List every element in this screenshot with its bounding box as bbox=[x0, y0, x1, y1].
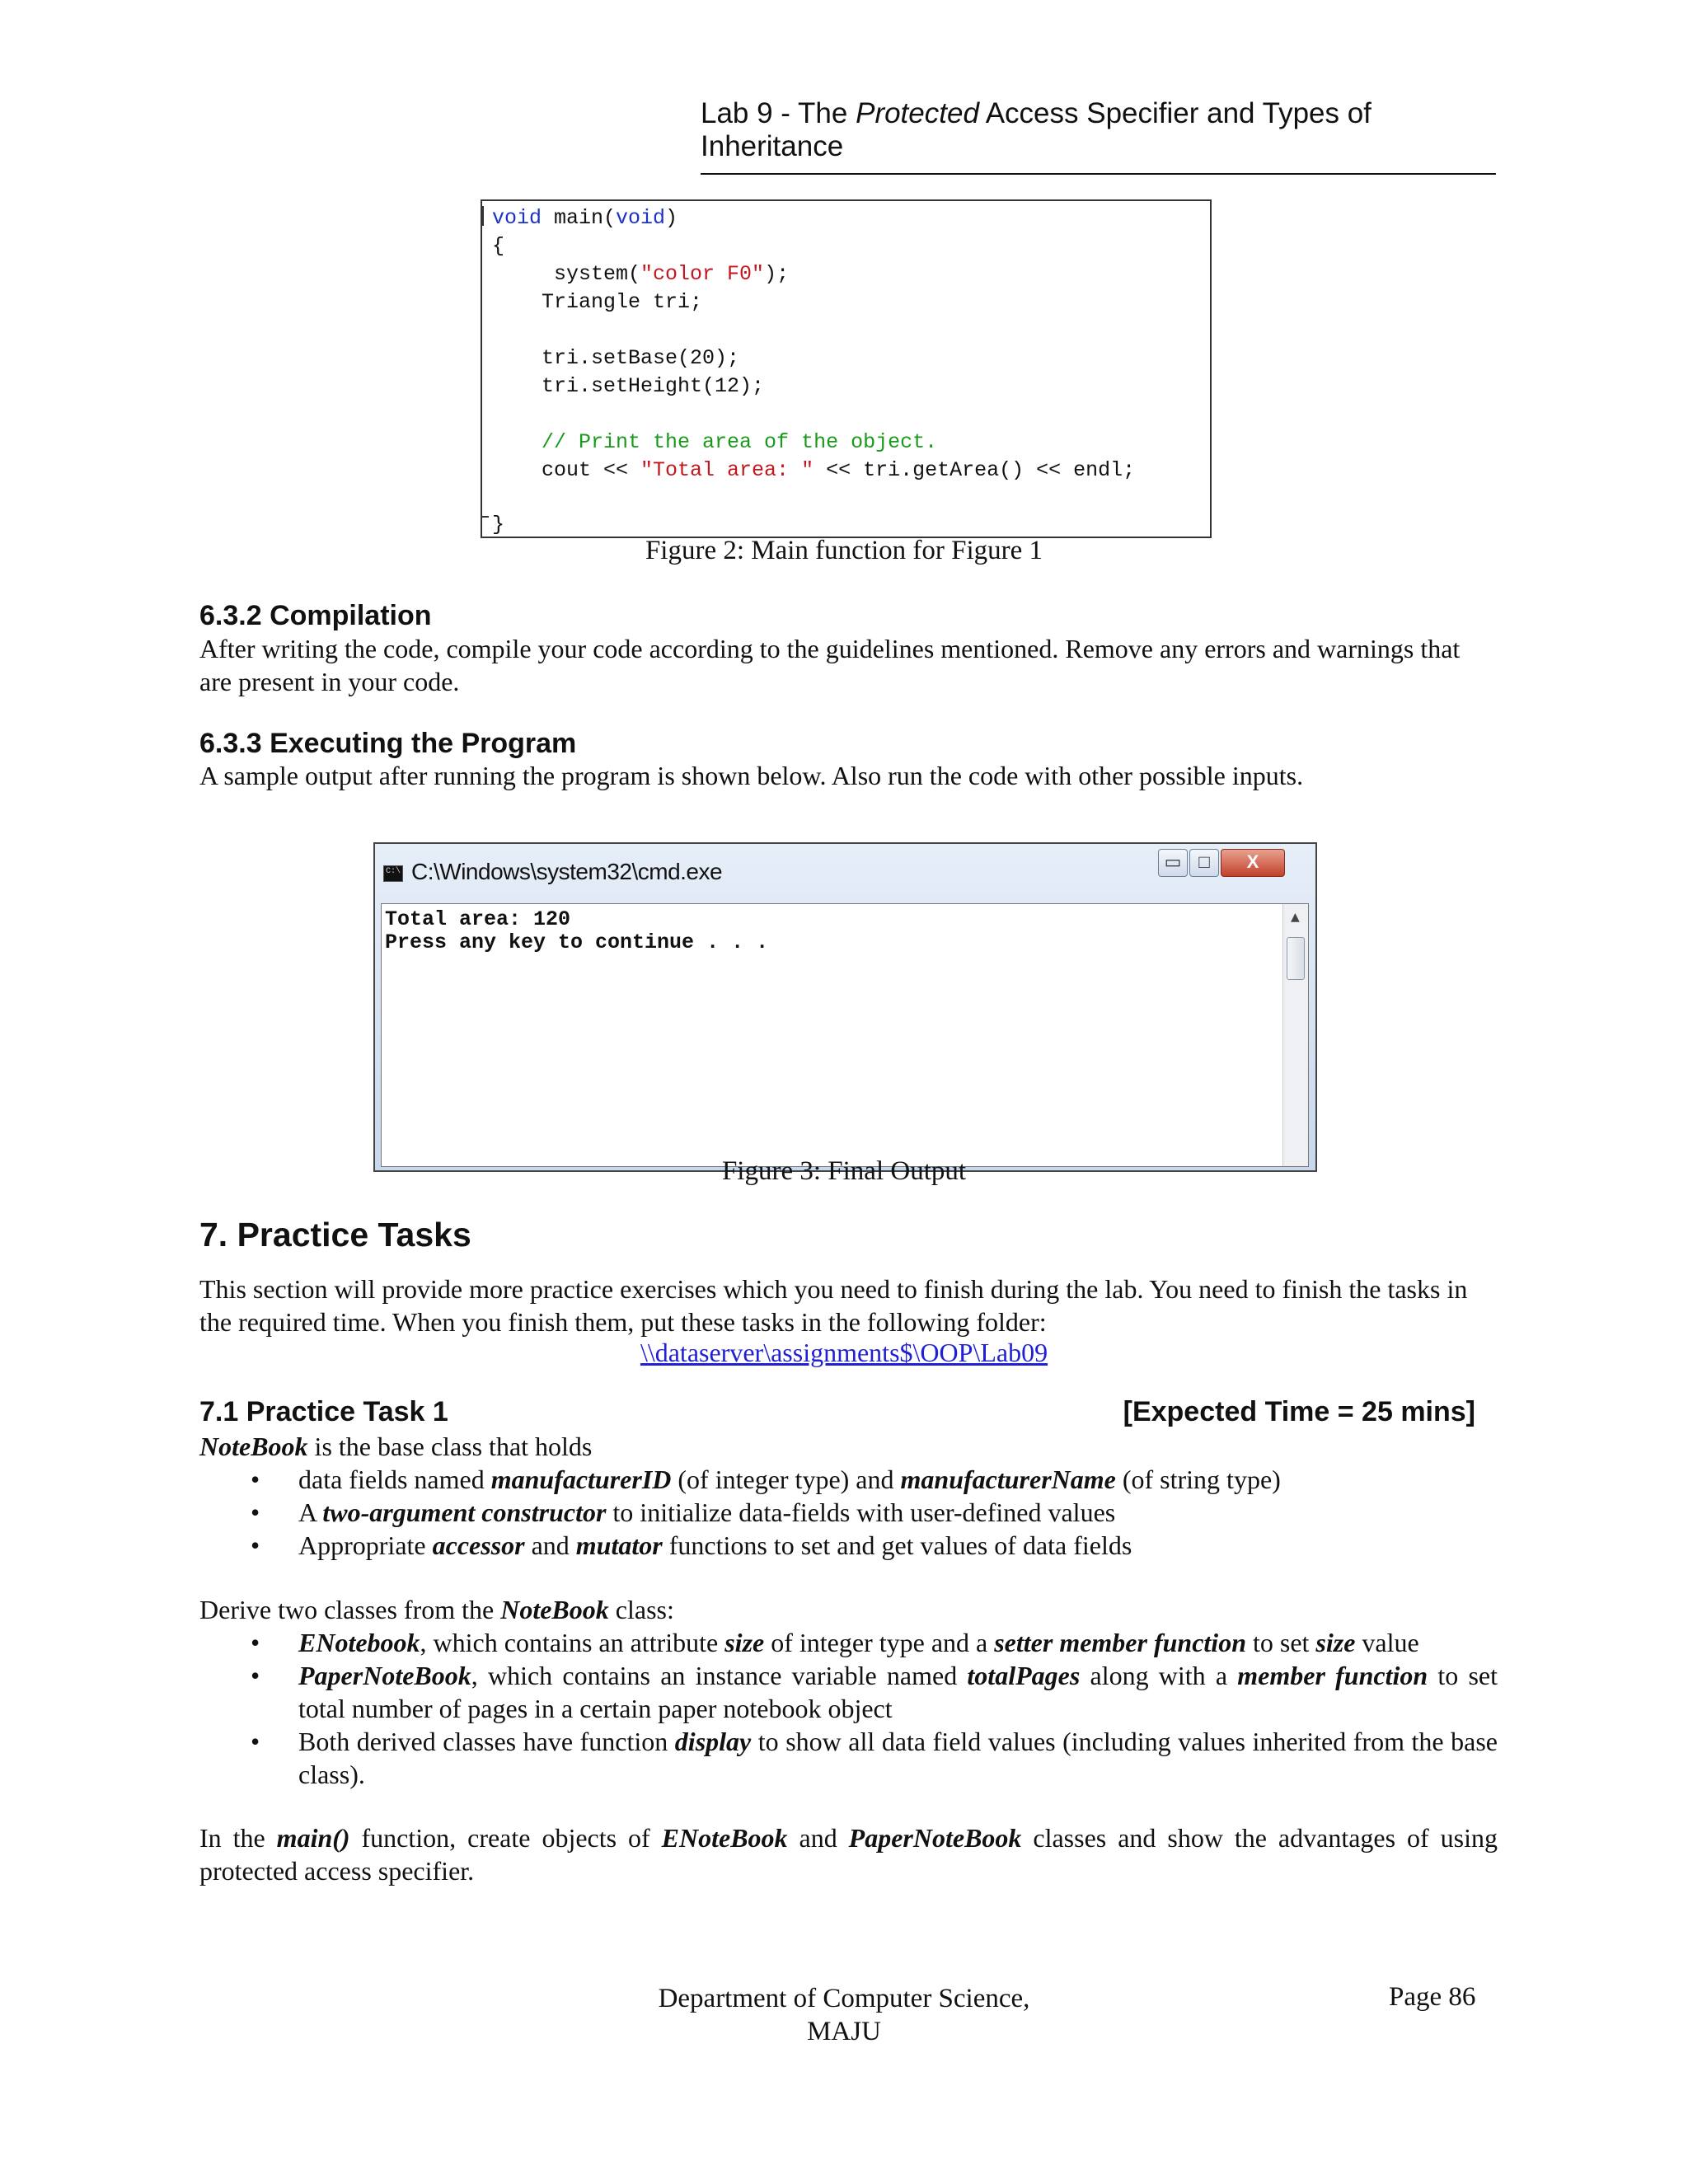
minimize-icon: ▭ bbox=[1164, 851, 1182, 872]
page-number: Page 86 bbox=[1389, 1982, 1476, 2012]
code-line: // Print the area of the object. bbox=[492, 430, 938, 454]
list-item: • A two-argument constructor to initialize data-fields with user-defined values bbox=[199, 1496, 1498, 1529]
notebook-intro-text: is the base class that holds bbox=[307, 1432, 593, 1461]
code-line: } bbox=[492, 513, 505, 537]
maximize-button[interactable] bbox=[1189, 849, 1219, 877]
compilation-paragraph: After writing the code, compile your code according to the guidelines mentioned. Remove any errors and warnings that are present in your code. bbox=[199, 634, 1461, 696]
practice-tasks-heading: 7. Practice Tasks bbox=[199, 1216, 471, 1254]
maximize-icon: □ bbox=[1198, 851, 1210, 872]
derive-intro bbox=[199, 1593, 1498, 1626]
code-line: Triangle tri; bbox=[492, 290, 703, 314]
footer-dept-line1: Department of Computer Science, bbox=[658, 1984, 1030, 2013]
console-window bbox=[373, 842, 1317, 1172]
code-figure bbox=[481, 199, 1212, 538]
expected-time: [Expected Time = 25 mins] bbox=[1123, 1396, 1475, 1427]
practice-intro-paragraph: This section will provide more practice exercises which you need to finish during the lab. You need to finish the tasks in the required time. When you finish them, put these tasks in the following folder: bbox=[199, 1274, 1468, 1337]
assignment-folder-link[interactable]: \\dataserver\assignments$\OOP\Lab09 bbox=[640, 1338, 1048, 1367]
code-gutter-mark bbox=[482, 206, 484, 226]
figure-3-caption: Figure 3: Final Output bbox=[721, 1156, 967, 1186]
scrollbar-thumb[interactable] bbox=[1287, 937, 1305, 980]
list-item: • data fields named manufacturerID (of integer type) and manufacturerName (of string type) bbox=[199, 1463, 1498, 1496]
code-line: void main(void) bbox=[492, 206, 678, 230]
minimize-button[interactable] bbox=[1158, 849, 1188, 877]
list-item: • PaperNoteBook, which contains an instance variable named totalPages along with a member function to set total number of pages in a certain paper notebook object bbox=[199, 1659, 1498, 1725]
code-line: cout << "Total area: " << tri.getArea() << endl; bbox=[492, 458, 1136, 482]
list-item: • ENotebook, which contains an attribute size of integer type and a setter member function to set size value bbox=[199, 1626, 1498, 1659]
base-class-feature-list bbox=[199, 1463, 1498, 1562]
derive-intro-pre: Derive two classes from the bbox=[199, 1595, 501, 1624]
code-line: tri.setBase(20); bbox=[492, 346, 740, 370]
executing-paragraph: A sample output after running the program is shown below. Also run the code with other possible inputs. bbox=[199, 761, 1304, 790]
notebook-intro bbox=[199, 1430, 1498, 1463]
derived-class-list bbox=[199, 1626, 1498, 1791]
list-item: • Appropriate accessor and mutator functions to set and get values of data fields bbox=[199, 1529, 1498, 1562]
code-gutter-mark bbox=[482, 516, 489, 518]
derive-class-name: NoteBook bbox=[500, 1595, 609, 1624]
close-icon: X bbox=[1246, 851, 1259, 872]
main-function-paragraph: In the main() function, create objects of ENoteBook and PaperNoteBook classes and show the advantages of using protected access specifier. bbox=[199, 1823, 1498, 1886]
list-item: • Both derived classes have function display to show all data field values (including values inherited from the base class). bbox=[199, 1725, 1498, 1791]
console-icon: C:\ bbox=[383, 865, 403, 882]
page-header bbox=[701, 97, 1496, 175]
derive-intro-post: class: bbox=[608, 1595, 674, 1624]
header-italic: Protected bbox=[856, 97, 979, 129]
code-line: tri.setHeight(12); bbox=[492, 374, 765, 398]
section-heading-executing: 6.3.3 Executing the Program bbox=[199, 728, 577, 759]
close-button[interactable] bbox=[1221, 849, 1285, 877]
code-line: system("color F0"); bbox=[492, 262, 790, 286]
scroll-up-arrow-icon[interactable]: ▲ bbox=[1291, 911, 1300, 924]
notebook-class-name: NoteBook bbox=[199, 1432, 308, 1461]
code-line: { bbox=[492, 234, 505, 258]
console-output-area bbox=[381, 903, 1309, 1167]
figure-2-caption: Figure 2: Main function for Figure 1 bbox=[645, 536, 1043, 565]
section-heading-compilation: 6.3.2 Compilation bbox=[199, 600, 432, 631]
console-output-line: Total area: 120 bbox=[385, 907, 571, 931]
console-scrollbar[interactable] bbox=[1282, 904, 1308, 1166]
header-suffix: Access Specifier and Types of Inheritance bbox=[701, 97, 1372, 162]
practice-task-1-heading: 7.1 Practice Task 1 bbox=[199, 1396, 448, 1427]
console-title: C:\Windows\system32\cmd.exe bbox=[411, 859, 723, 884]
header-prefix: Lab 9 - The bbox=[701, 97, 856, 129]
console-output-line: Press any key to continue . . . bbox=[385, 930, 769, 954]
footer-dept-line2: MAJU bbox=[807, 2017, 881, 2046]
